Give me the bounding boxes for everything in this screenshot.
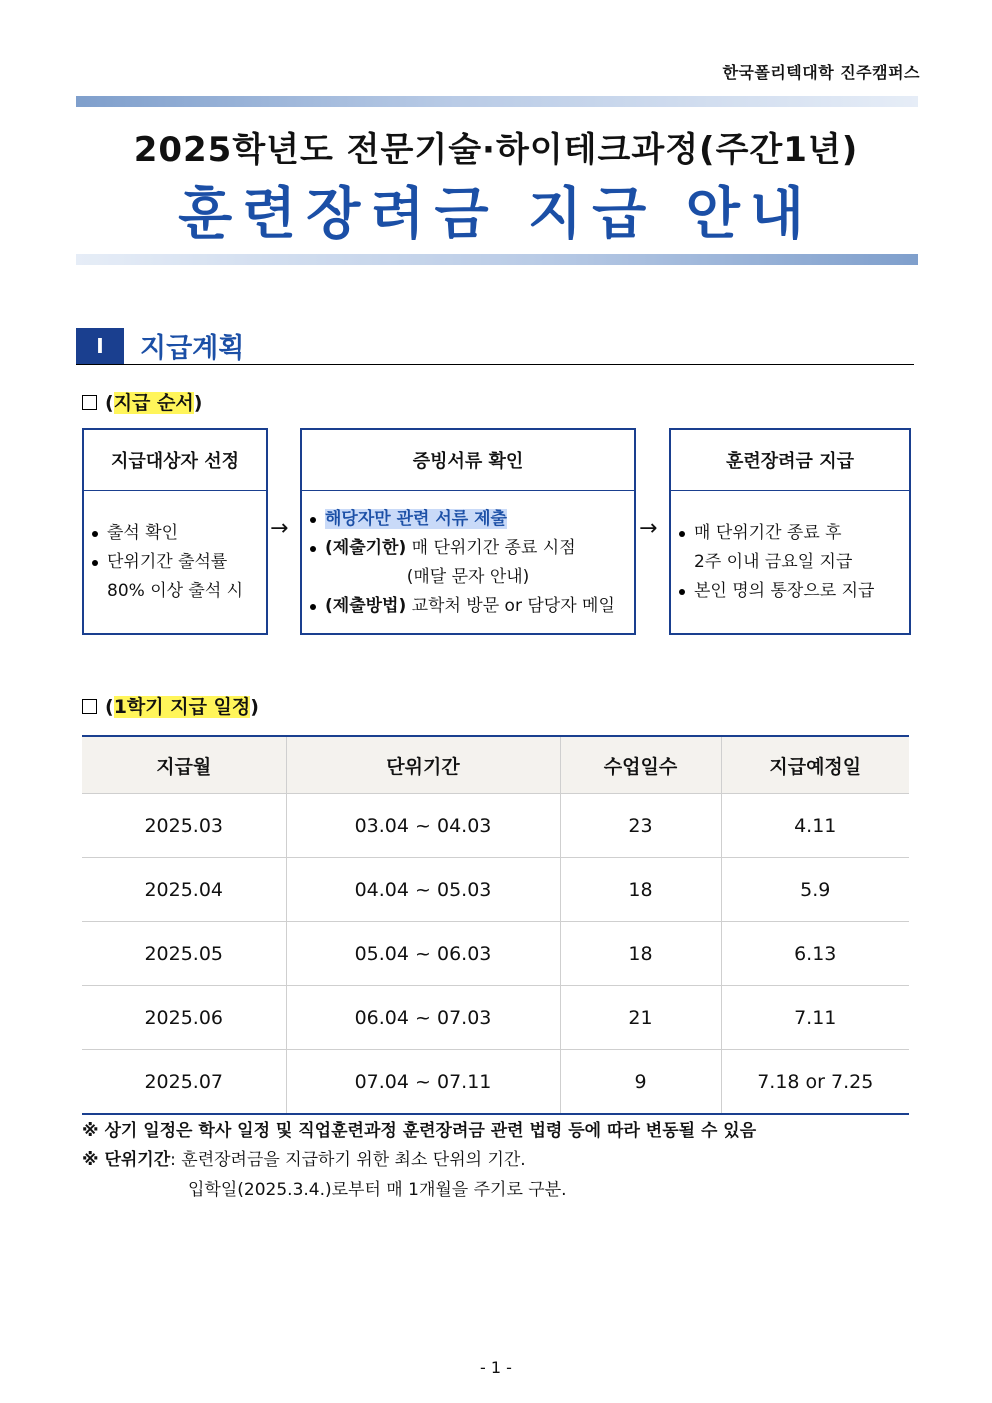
unit-period-note [82, 1146, 526, 1175]
flow-step-selection [82, 428, 268, 635]
page-number: - 1 - [480, 1358, 512, 1377]
flow-step-title: 훈련장려금 지급 [671, 430, 909, 491]
flow-step-item: 출석 확인 [90, 519, 260, 548]
table-row [82, 922, 909, 986]
flow-step-item [308, 505, 628, 534]
order-heading-highlight: 지급 순서 [113, 392, 194, 414]
class-days-cell: 23 [560, 794, 721, 858]
flow-step-item: 단위기간 출석률 [90, 548, 260, 577]
header-band-bottom [76, 254, 918, 265]
pay-date-cell: 7.11 [721, 986, 909, 1050]
order-heading [82, 388, 202, 415]
checkbox-icon [82, 699, 97, 714]
flow-step-documents [300, 428, 636, 635]
pay-month-cell: 2025.06 [82, 986, 286, 1050]
pay-month-cell: 2025.05 [82, 922, 286, 986]
unit-period-cell: 03.04 ~ 04.03 [286, 794, 560, 858]
schedule-heading-prefix: ( [105, 696, 114, 718]
flow-step-title: 지급대상자 선정 [84, 430, 266, 491]
unit-period-cell: 04.04 ~ 05.03 [286, 858, 560, 922]
schedule-heading [82, 692, 259, 719]
table-row [82, 1050, 909, 1115]
pay-month-cell: 2025.07 [82, 1050, 286, 1115]
pay-month-cell: 2025.03 [82, 794, 286, 858]
schedule-table [82, 735, 909, 1115]
column-header: 수업일수 [560, 736, 721, 794]
table-row [82, 858, 909, 922]
document-title: 훈련장려금 지급 안내 [178, 182, 814, 247]
pay-date-cell: 7.18 or 7.25 [721, 1050, 909, 1115]
flow-step-item-continued: (매달 문자 안내) [406, 567, 530, 587]
flow-step-item [308, 592, 628, 621]
section-title: 지급계획 [140, 333, 245, 364]
schedule-heading-suffix: ) [250, 696, 259, 718]
flow-step-item-continued: 2주 이내 금요일 지급 [694, 552, 853, 572]
column-header: 단위기간 [286, 736, 560, 794]
flow-step-item: 매 단위기간 종료 후 [677, 519, 903, 548]
method-label: (제출방법) [325, 596, 407, 616]
order-heading-prefix: ( [105, 392, 114, 414]
section-divider [76, 364, 914, 365]
table-row [82, 794, 909, 858]
header-band-top [76, 96, 918, 107]
unit-period-note-label: ※ 단위기간 [82, 1150, 171, 1170]
flow-arrow-icon: → [639, 516, 658, 541]
unit-period-cell: 05.04 ~ 06.03 [286, 922, 560, 986]
deadline-label: (제출기한) [325, 538, 407, 558]
class-days-cell: 9 [560, 1050, 721, 1115]
section-number: Ⅰ [76, 328, 124, 364]
table-row [82, 986, 909, 1050]
unit-period-cell: 07.04 ~ 07.11 [286, 1050, 560, 1115]
table-header-row [82, 736, 909, 794]
class-days-cell: 18 [560, 858, 721, 922]
flow-step-payment [669, 428, 911, 635]
order-heading-suffix: ) [193, 392, 203, 414]
method-text: 교학처 방문 or 담당자 메일 [406, 596, 615, 616]
flow-step-item-continued: 80% 이상 출석 시 [107, 581, 244, 601]
unit-period-note-continued: 입학일(2025.3.4.)로부터 매 1개월을 주기로 구분. [188, 1180, 567, 1200]
column-header: 지급예정일 [721, 736, 909, 794]
pay-date-cell: 6.13 [721, 922, 909, 986]
deadline-text: 매 단위기간 종료 시점 [406, 538, 576, 558]
schedule-change-note: ※ 상기 일정은 학사 일정 및 직업훈련과정 훈련장려금 관련 법령 등에 따라 변동될 수 있음 [82, 1121, 757, 1141]
document-subtitle: 2025학년도 전문기술·하이테크과정(주간1년) [133, 130, 859, 170]
pay-month-cell: 2025.04 [82, 858, 286, 922]
column-header: 지급월 [82, 736, 286, 794]
schedule-heading-highlight: 1학기 지급 일정 [113, 696, 251, 718]
flow-step-item: 본인 명의 통장으로 지급 [677, 577, 903, 606]
flow-step-item [308, 534, 628, 563]
unit-period-note-text: : 훈련장려금을 지급하기 위한 최소 단위의 기간. [170, 1150, 526, 1170]
checkbox-icon [82, 395, 97, 410]
class-days-cell: 18 [560, 922, 721, 986]
class-days-cell: 21 [560, 986, 721, 1050]
pay-date-cell: 5.9 [721, 858, 909, 922]
flow-arrow-icon: → [270, 516, 289, 541]
pay-date-cell: 4.11 [721, 794, 909, 858]
submission-highlight: 해당자만 관련 서류 제출 [325, 509, 507, 529]
institution-name: 한국폴리텍대학 진주캠퍼스 [722, 63, 920, 82]
flow-step-title: 증빙서류 확인 [302, 430, 634, 491]
unit-period-cell: 06.04 ~ 07.03 [286, 986, 560, 1050]
